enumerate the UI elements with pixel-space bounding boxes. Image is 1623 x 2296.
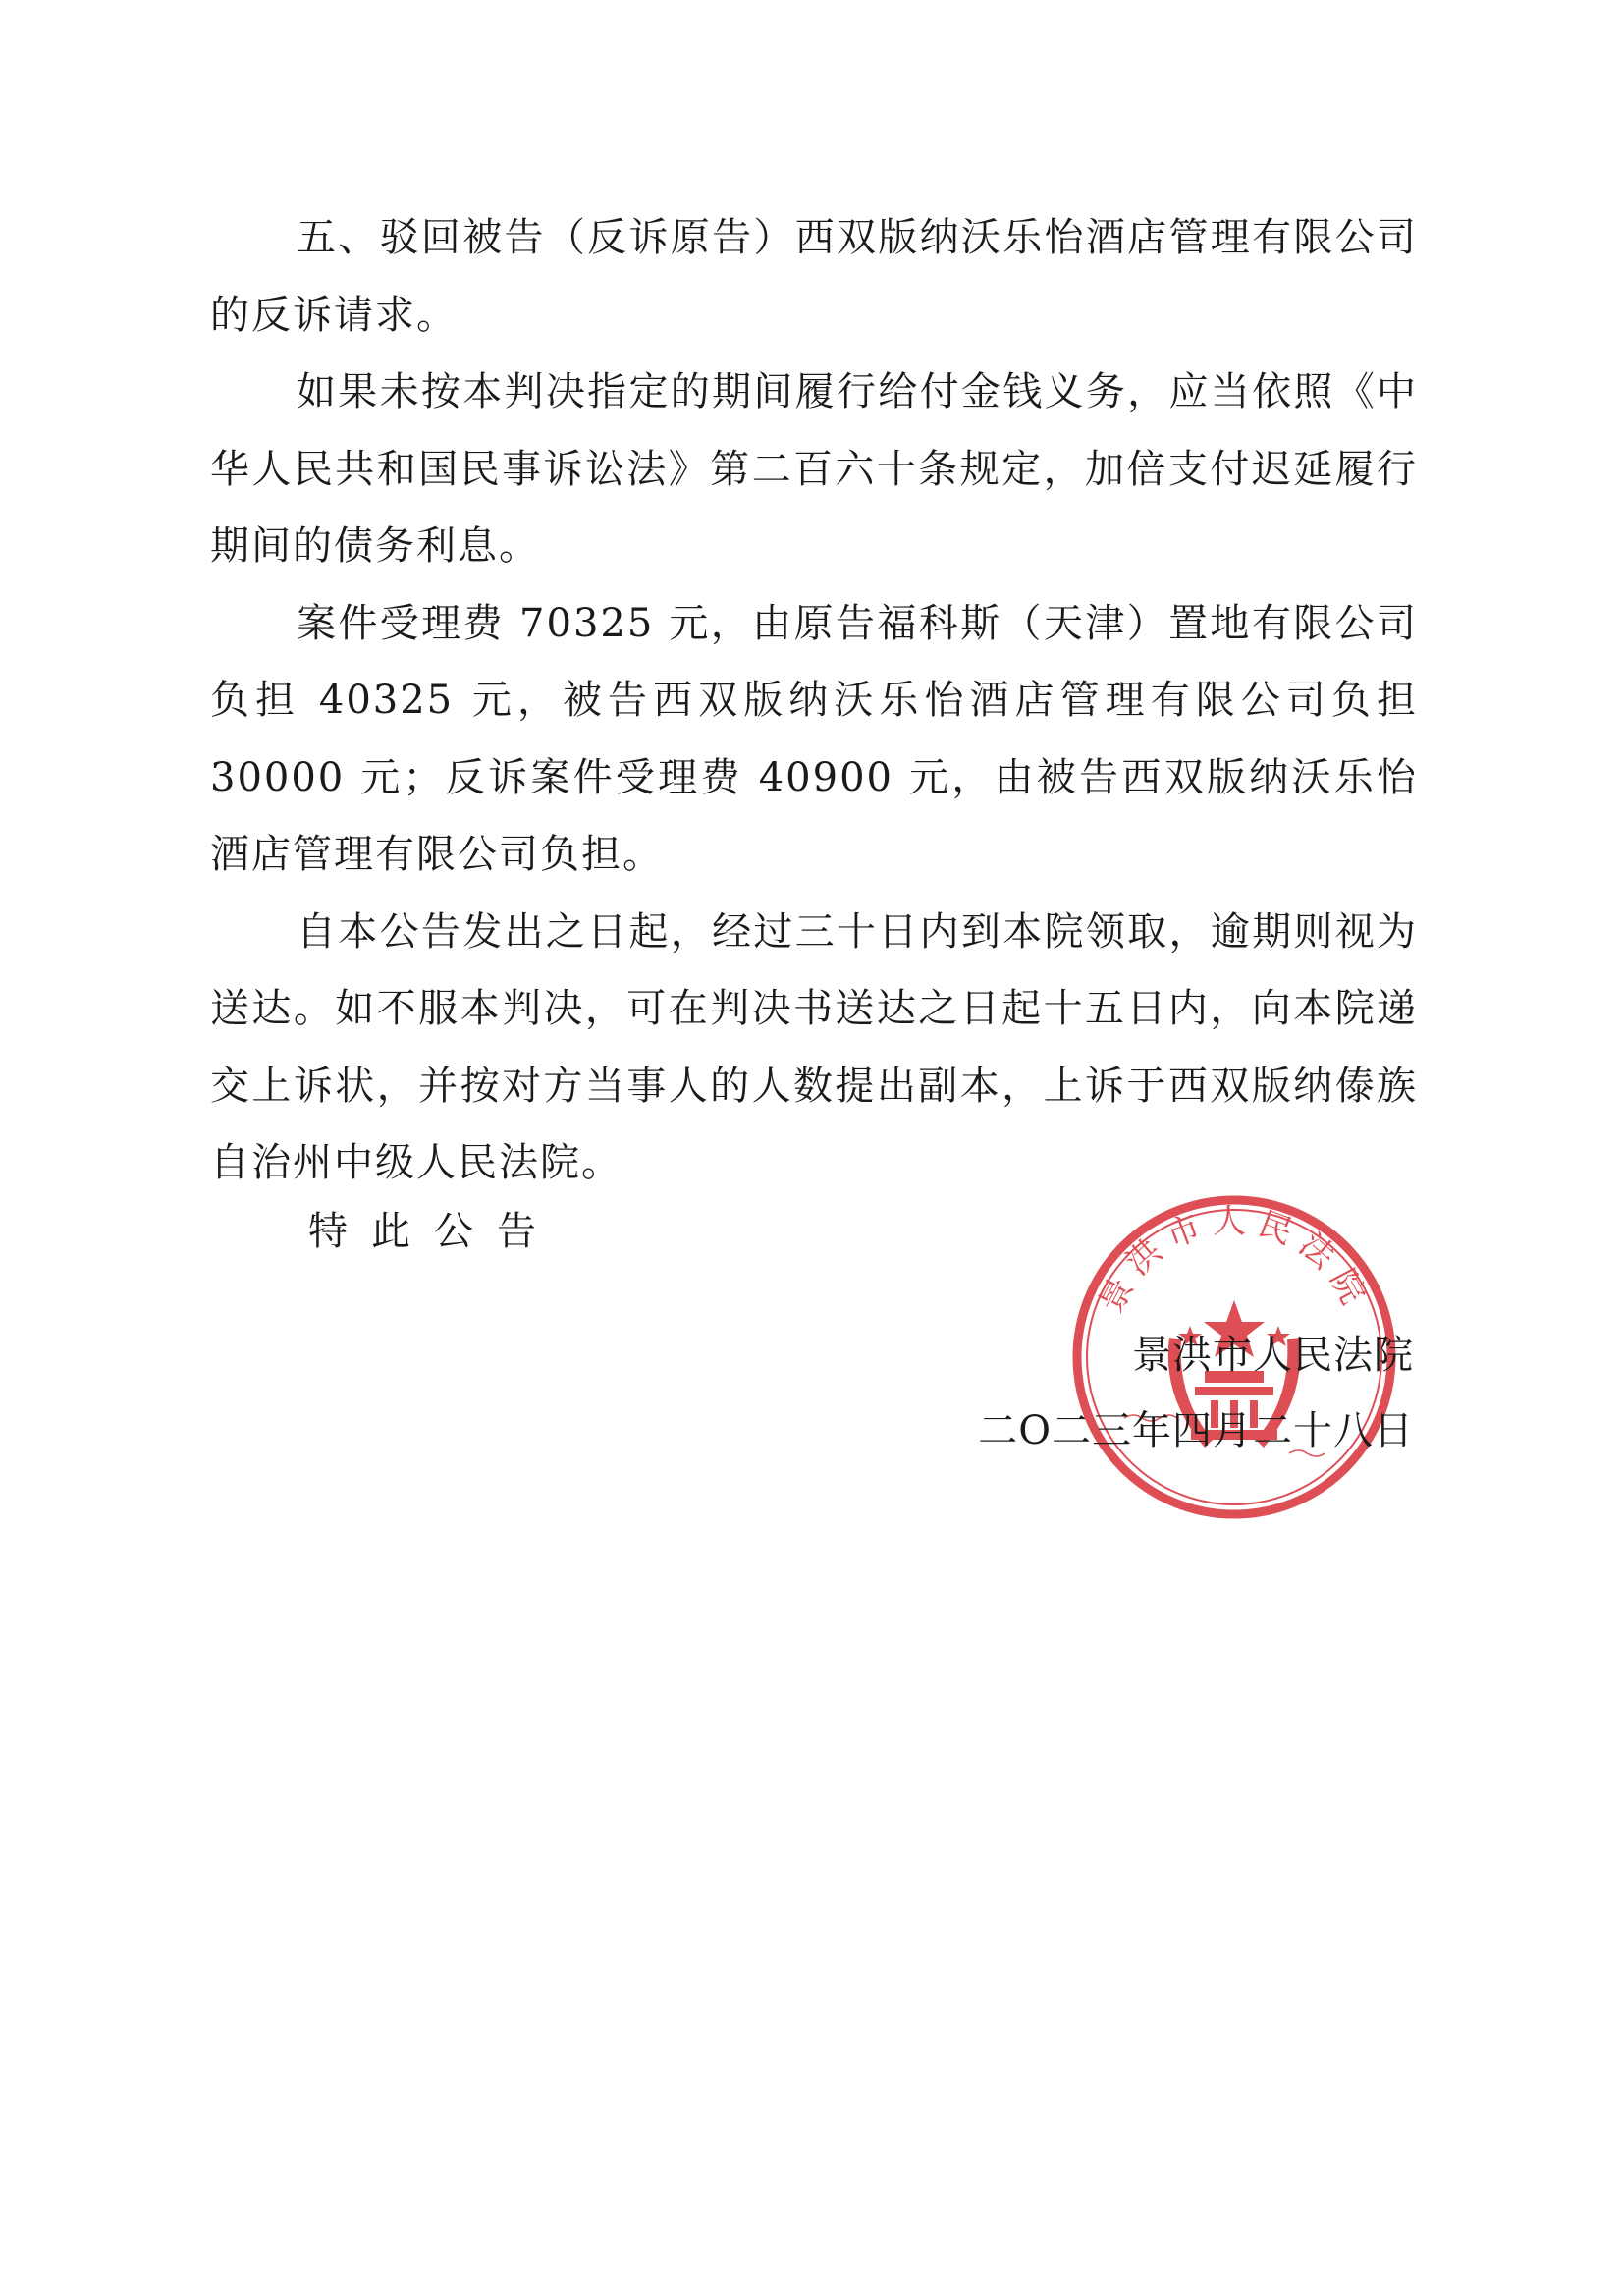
signature-block (978, 1318, 1414, 1469)
issuing-court: 景洪市人民法院 (1132, 1333, 1414, 1378)
closing-phrase: 特此公告 (308, 1209, 560, 1254)
paragraph-case-fees: 案件受理费 70325 元，由原告福科斯（天津）置地有限公司负担 40325 元，被告西双版纳沃乐怡酒店管理有限公司负担 30000 元；反诉案件受理费 40900 元，由被告西双版纳沃乐怡酒店管理有限公司负担。 (210, 600, 1418, 877)
paragraph-late-payment-interest: 如果未按本判决指定的期间履行给付金钱义务，应当依照《中华人民共和国民事诉讼法》第二百六十条规定，加倍支付迟延履行期间的债务利息。 (210, 369, 1418, 569)
seal-text: 景洪市人民法院 (1091, 1202, 1378, 1320)
paragraph-service-and-appeal: 自本公告发出之日起，经过三十日内到本院领取，逾期则视为送达。如不服本判决，可在判决书送达之日起十五日内，向本院递交上诉状，并按对方当事人的人数提出副本，上诉于西双版纳傣族自治州中级人民法院。 (210, 908, 1418, 1185)
document-body (210, 199, 1418, 1202)
paragraph-dismiss-counterclaim: 五、驳回被告（反诉原告）西双版纳沃乐怡酒店管理有限公司的反诉请求。 (210, 215, 1418, 338)
issue-date: 二O二三年四月二十八日 (978, 1408, 1414, 1453)
